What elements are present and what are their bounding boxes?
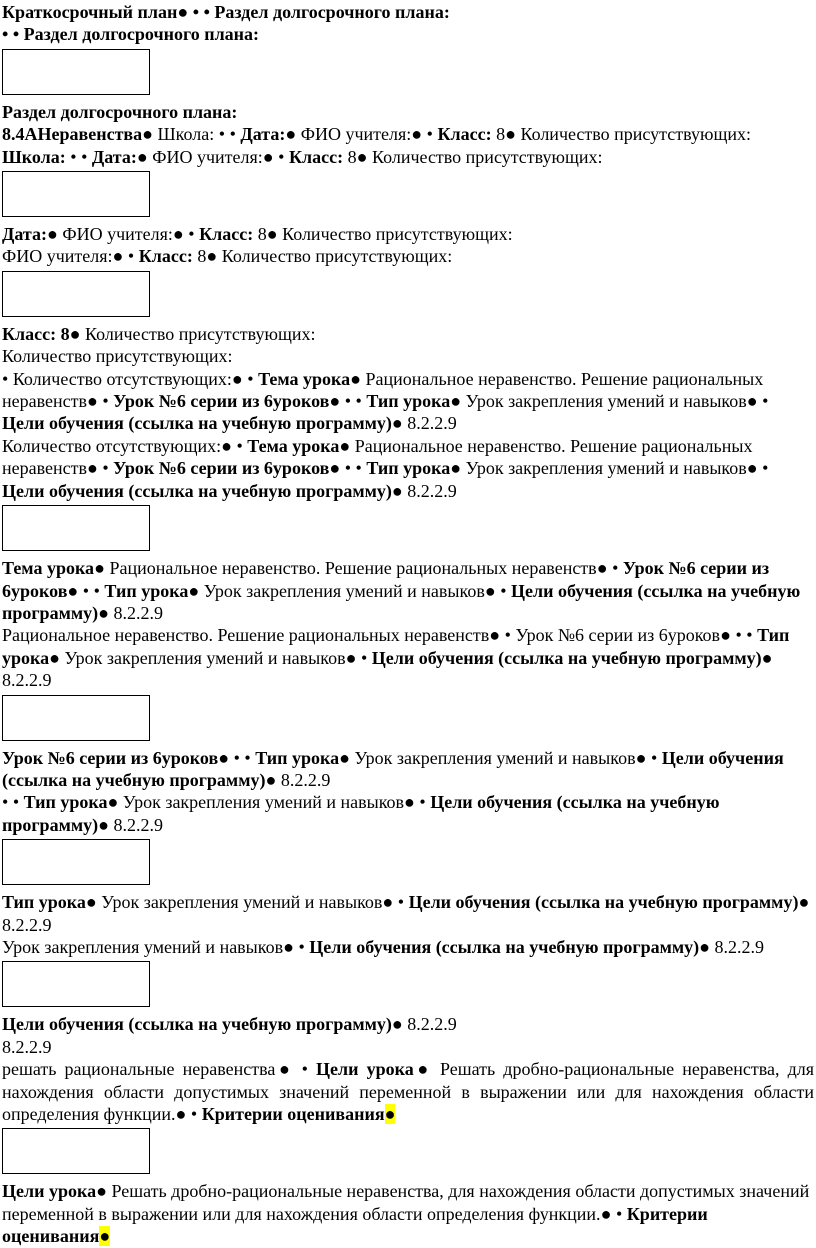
empty-box bbox=[2, 171, 150, 217]
goals-value: 8.2.2.9 bbox=[113, 814, 163, 835]
present-label: Количество присутствующих: bbox=[282, 224, 513, 245]
class-value: 8 bbox=[60, 323, 70, 344]
goals-value: 8.2.2.9 bbox=[407, 413, 457, 434]
bullet-icon: • bbox=[397, 892, 405, 913]
bullet-icon: • bbox=[70, 146, 77, 167]
lesson-type-label: Тип урока bbox=[2, 892, 86, 913]
bullet-icon: • bbox=[2, 24, 9, 45]
bullet-icon: ● bbox=[600, 1203, 612, 1224]
lesson-goals-value: Решать дробно-рациональные неравенства, для нахождения области допустимых значений переменной в выражении или для нахождения области определения функции. bbox=[2, 1181, 810, 1224]
bullet-icon: • bbox=[301, 1059, 308, 1080]
bullet-icon: • bbox=[190, 1104, 198, 1124]
text-line bbox=[2, 23, 814, 45]
bullet-icon: • bbox=[188, 224, 195, 245]
bullet-icon: ● bbox=[761, 647, 773, 668]
bullet-icon: ● bbox=[283, 936, 294, 957]
bullet-icon: • bbox=[762, 391, 769, 412]
text-line bbox=[2, 245, 814, 267]
lesson-topic-value: Рациональное неравенство. Решение рациональных неравенств bbox=[2, 435, 753, 479]
criteria-label: Критерии оценивания bbox=[201, 1104, 385, 1124]
bullet-icon: ● bbox=[484, 580, 496, 601]
bullet-icon: ● bbox=[635, 747, 647, 768]
bullet-icon: • bbox=[344, 458, 352, 479]
bullet-icon: ● bbox=[142, 124, 154, 145]
class-value: 8 bbox=[496, 124, 506, 145]
bullet-icon: • bbox=[2, 792, 9, 813]
solve-text: решать рациональные неравенства bbox=[2, 1059, 276, 1080]
bullet-icon: • bbox=[355, 391, 362, 412]
bullet-icon: • bbox=[127, 246, 135, 267]
bullet-icon: ● bbox=[411, 124, 423, 145]
goals-label: Цели обучения (ссылка на учебную программу) bbox=[2, 580, 801, 623]
text-line bbox=[2, 936, 814, 958]
bullet-icon: ● bbox=[699, 936, 711, 957]
bullet-icon: ● bbox=[46, 224, 58, 245]
lesson-type-value: Урок закрепления умений и навыков bbox=[2, 936, 284, 957]
bullet-icon: ● bbox=[265, 769, 277, 790]
lesson-type-value: Урок закрепления умений и навыков bbox=[122, 792, 405, 813]
bullet-icon: ● bbox=[450, 391, 462, 412]
bullet-icon: • bbox=[12, 24, 20, 45]
bullet-icon: ● bbox=[356, 146, 368, 167]
bullet-icon: ● bbox=[206, 246, 218, 267]
present-label: Количество присутствующих: bbox=[2, 346, 233, 367]
bullet-icon: ● bbox=[221, 435, 232, 456]
bullet-icon: ● bbox=[489, 625, 501, 646]
class-value: 8 bbox=[197, 246, 207, 267]
text-line bbox=[2, 891, 814, 936]
bullet-icon: ● bbox=[136, 146, 148, 167]
present-label: Количество присутствующих: bbox=[520, 124, 751, 145]
school-label: Школа: bbox=[157, 124, 215, 145]
bullet-icon: ● bbox=[218, 747, 230, 768]
bullet-icon: ● bbox=[98, 814, 109, 835]
text-line bbox=[2, 435, 814, 502]
bullet-icon: • bbox=[344, 391, 352, 412]
bullet-icon: • bbox=[426, 124, 433, 145]
school-label: Школа: bbox=[2, 146, 66, 167]
bullet-icon: ● bbox=[85, 892, 97, 913]
lesson-type-value: Урок закрепления умений и навыков bbox=[465, 391, 747, 412]
bullet-icon: ● bbox=[96, 1181, 107, 1202]
lesson-type-value: Урок закрепления умений и навыков bbox=[101, 892, 383, 913]
lesson-topic-label: Тема урока bbox=[2, 558, 95, 579]
date-label: Дата: bbox=[2, 224, 47, 245]
present-label: Количество присутствующих: bbox=[221, 246, 453, 267]
lesson-goals-value: Решать дробно-рациональные неравенства, для нахождения области допустимых значений переменной в выражении или для нахождения области определения функции. bbox=[2, 1059, 815, 1124]
bullet-icon: • bbox=[82, 580, 90, 601]
bullet-icon: ● bbox=[275, 1059, 294, 1080]
bullet-icon: ● bbox=[746, 391, 758, 412]
text-line bbox=[2, 345, 814, 367]
empty-box bbox=[2, 839, 150, 885]
lesson-type-label: Тип урока bbox=[366, 458, 451, 479]
bullet-icon: • bbox=[244, 747, 251, 768]
goals-label: Цели обучения (ссылка на учебную программу) bbox=[2, 747, 784, 790]
text-line bbox=[2, 624, 814, 691]
bullet-icon: • bbox=[615, 1203, 623, 1224]
goals-label: Цели обучения (ссылка на учебную программу) bbox=[2, 792, 720, 835]
lesson-number: Урок №6 серии из 6уроков bbox=[113, 458, 330, 479]
bullet-icon: ● bbox=[172, 224, 184, 245]
bullet-icon: • bbox=[218, 124, 226, 145]
goals-value: 8.2.2.9 bbox=[113, 602, 163, 623]
bullet-icon: • bbox=[12, 792, 20, 813]
bullet-icon: • bbox=[504, 625, 511, 646]
lesson-type-value: Урок закрепления умений и навыков bbox=[203, 580, 485, 601]
bullet-icon: ● bbox=[391, 480, 403, 501]
class-label: Класс: bbox=[199, 224, 254, 245]
goals-value: 8.2.2.9 bbox=[714, 936, 765, 957]
class-label: Класс: bbox=[437, 124, 492, 145]
bullet-icon: • bbox=[612, 558, 619, 579]
text-line bbox=[2, 747, 814, 792]
text-line bbox=[2, 1180, 814, 1247]
bullet-icon: ● bbox=[720, 625, 731, 646]
lesson-topic-value: Рациональное неравенство. Решение рациональных неравенств bbox=[109, 558, 597, 579]
bullet-icon: ● bbox=[413, 1059, 432, 1080]
empty-box bbox=[2, 49, 150, 95]
teacher-label: ФИО учителя: bbox=[2, 246, 113, 267]
goals-label: Цели обучения (ссылка на учебную программу) bbox=[371, 647, 762, 668]
bullet-icon: ● bbox=[329, 458, 341, 479]
lesson-type-label: Тип урока bbox=[366, 391, 451, 412]
bullet-icon: • bbox=[229, 124, 236, 145]
empty-box bbox=[2, 271, 150, 317]
bullet-icon: • bbox=[102, 391, 109, 412]
text-line bbox=[2, 123, 814, 145]
bullet-icon: • bbox=[650, 747, 658, 768]
lesson-goals-label: Цели урока bbox=[2, 1181, 97, 1202]
class-label: Класс: bbox=[2, 323, 57, 344]
bullet-icon: • bbox=[192, 2, 200, 22]
bullet-icon: ● bbox=[67, 580, 79, 601]
text-line bbox=[2, 368, 814, 435]
bullet-icon: ● bbox=[94, 558, 105, 579]
bullet-icon: • bbox=[81, 146, 88, 167]
empty-box bbox=[2, 695, 150, 741]
document-body bbox=[2, 1, 814, 1248]
bullet-icon: • bbox=[93, 580, 100, 601]
bullet-icon: ● bbox=[266, 224, 278, 245]
text-line bbox=[2, 101, 814, 123]
bullet-icon: ● bbox=[107, 792, 119, 813]
lesson-number: Урок №6 серии из 6уроков bbox=[2, 747, 219, 768]
bullet-icon: ● bbox=[345, 647, 357, 668]
text-line bbox=[2, 146, 814, 168]
goals-label: Цели обучения (ссылка на учебную программу) bbox=[309, 936, 700, 957]
lesson-topic-label: Тема урока bbox=[258, 368, 351, 389]
bullet-icon: ● bbox=[262, 146, 274, 167]
bullet-icon: • bbox=[233, 747, 240, 768]
empty-box bbox=[2, 505, 150, 551]
class-label: Класс: bbox=[138, 246, 193, 267]
bullet-icon: ● bbox=[391, 1014, 403, 1035]
bullet-icon: ● bbox=[177, 2, 189, 22]
bullet-icon: ● bbox=[98, 602, 109, 623]
bullet-icon: ● bbox=[49, 647, 60, 668]
lesson-number: Урок №6 серии из 6уроков bbox=[2, 558, 770, 601]
bullet-icon: • bbox=[247, 368, 254, 389]
bullet-icon: ● bbox=[69, 323, 81, 344]
criteria-label: Критерии оценивания bbox=[2, 1203, 708, 1247]
empty-box bbox=[2, 961, 150, 1007]
bullet-icon: ● bbox=[596, 558, 608, 579]
text-line bbox=[2, 1036, 814, 1058]
bullet-icon: ● bbox=[382, 892, 394, 913]
highlighted-bullet-icon: ● bbox=[384, 1104, 396, 1124]
section-label: Раздел долгосрочного плана: bbox=[2, 101, 238, 122]
text-line bbox=[2, 323, 814, 345]
bullet-icon: • bbox=[355, 458, 362, 479]
bullet-icon: ● bbox=[86, 391, 98, 412]
bullet-icon: • bbox=[360, 647, 368, 668]
bullet-icon: • bbox=[2, 368, 9, 389]
bullet-icon: ● bbox=[404, 792, 415, 813]
teacher-label: ФИО учителя: bbox=[300, 124, 412, 145]
empty-box bbox=[2, 1128, 150, 1174]
text-line bbox=[2, 1013, 814, 1035]
section-label: Раздел долгосрочного плана: bbox=[23, 24, 260, 45]
bullet-icon: ● bbox=[329, 391, 341, 412]
bullet-icon: • bbox=[236, 435, 243, 456]
goals-value: 8.2.2.9 bbox=[407, 480, 457, 501]
short-plan-label: Краткосрочный план bbox=[2, 2, 178, 22]
bullet-icon: ● bbox=[231, 368, 243, 389]
text-line bbox=[2, 1058, 814, 1125]
lesson-type-value: Урок закрепления умений и навыков bbox=[465, 458, 747, 479]
lesson-type-label: Тип урока bbox=[2, 625, 790, 668]
bullet-icon: ● bbox=[86, 458, 98, 479]
lesson-topic-label: Тема урока bbox=[247, 435, 340, 456]
date-label: Дата: bbox=[91, 146, 137, 167]
class-value: 8 bbox=[347, 146, 357, 167]
topic-code: 8.4АНеравенства bbox=[2, 124, 143, 145]
goals-value: 8.2.2.9 bbox=[407, 1014, 457, 1035]
lesson-type-label: Тип урока bbox=[23, 792, 108, 813]
absent-label: Количество отсутствующих: bbox=[12, 368, 232, 389]
date-label: Дата: bbox=[240, 124, 286, 145]
goals-value: 8.2.2.9 bbox=[2, 670, 52, 691]
goals-label: Цели обучения (ссылка на учебную программу) bbox=[2, 413, 392, 434]
bullet-icon: • bbox=[203, 2, 210, 22]
lesson-type-label: Тип урока bbox=[104, 580, 189, 601]
lesson-topic-value: Рациональное неравенство. Решение рациональных неравенств bbox=[2, 625, 490, 646]
lesson-type-label: Тип урока bbox=[255, 747, 340, 768]
bullet-icon: ● bbox=[339, 747, 350, 768]
highlighted-bullet-icon: ● bbox=[99, 1226, 111, 1247]
class-value: 8 bbox=[257, 224, 267, 245]
goals-value: 8.2.2.9 bbox=[2, 1036, 52, 1057]
teacher-label: ФИО учителя: bbox=[62, 224, 173, 245]
goals-value: 8.2.2.9 bbox=[280, 769, 331, 790]
bullet-icon: ● bbox=[746, 458, 758, 479]
bullet-icon: • bbox=[419, 792, 426, 813]
section-label: Раздел долгосрочного плана: bbox=[214, 2, 450, 22]
lesson-type-value: Урок закрепления умений и навыков bbox=[64, 647, 346, 668]
bullet-icon: ● bbox=[339, 435, 351, 456]
goals-label: Цели обучения (ссылка на учебную программу) bbox=[2, 1014, 392, 1035]
lesson-type-value: Урок закрепления умений и навыков bbox=[354, 747, 636, 768]
present-label: Количество присутствующих: bbox=[371, 146, 603, 167]
class-label: Класс: bbox=[288, 146, 344, 167]
lesson-number: Урок №6 серии из 6уроков bbox=[515, 625, 721, 646]
bullet-icon: • bbox=[278, 146, 285, 167]
goals-value: 8.2.2.9 bbox=[2, 914, 52, 935]
text-line bbox=[2, 223, 814, 245]
bullet-icon: • bbox=[746, 625, 753, 646]
bullet-icon: • bbox=[762, 458, 769, 479]
bullet-icon: ● bbox=[391, 413, 403, 434]
bullet-icon: ● bbox=[350, 368, 362, 389]
bullet-icon: • bbox=[298, 936, 305, 957]
bullet-icon: ● bbox=[450, 458, 462, 479]
goals-label: Цели обучения (ссылка на учебную программу) bbox=[408, 892, 799, 913]
lesson-number: Урок №6 серии из 6уроков bbox=[113, 391, 330, 412]
lesson-topic-value: Рациональное неравенство. Решение рациональных неравенств bbox=[2, 368, 764, 412]
bullet-icon: ● bbox=[285, 124, 297, 145]
text-line bbox=[2, 791, 814, 836]
text-line bbox=[2, 557, 814, 624]
bullet-icon: ● bbox=[188, 580, 200, 601]
bullet-icon: ● bbox=[505, 124, 516, 145]
absent-label: Количество отсутствующих: bbox=[2, 435, 222, 456]
bullet-icon: • bbox=[735, 625, 742, 646]
bullet-icon: ● bbox=[175, 1104, 187, 1124]
goals-label: Цели обучения (ссылка на учебную программу) bbox=[2, 480, 392, 501]
bullet-icon: • bbox=[500, 580, 507, 601]
present-label: Количество присутствующих: bbox=[85, 323, 316, 344]
lesson-goals-label: Цели урока bbox=[316, 1059, 414, 1080]
bullet-icon: ● bbox=[112, 246, 124, 267]
teacher-label: ФИО учителя: bbox=[152, 146, 263, 167]
bullet-icon: • bbox=[102, 458, 109, 479]
bullet-icon: ● bbox=[798, 892, 810, 913]
text-line bbox=[2, 1, 814, 23]
